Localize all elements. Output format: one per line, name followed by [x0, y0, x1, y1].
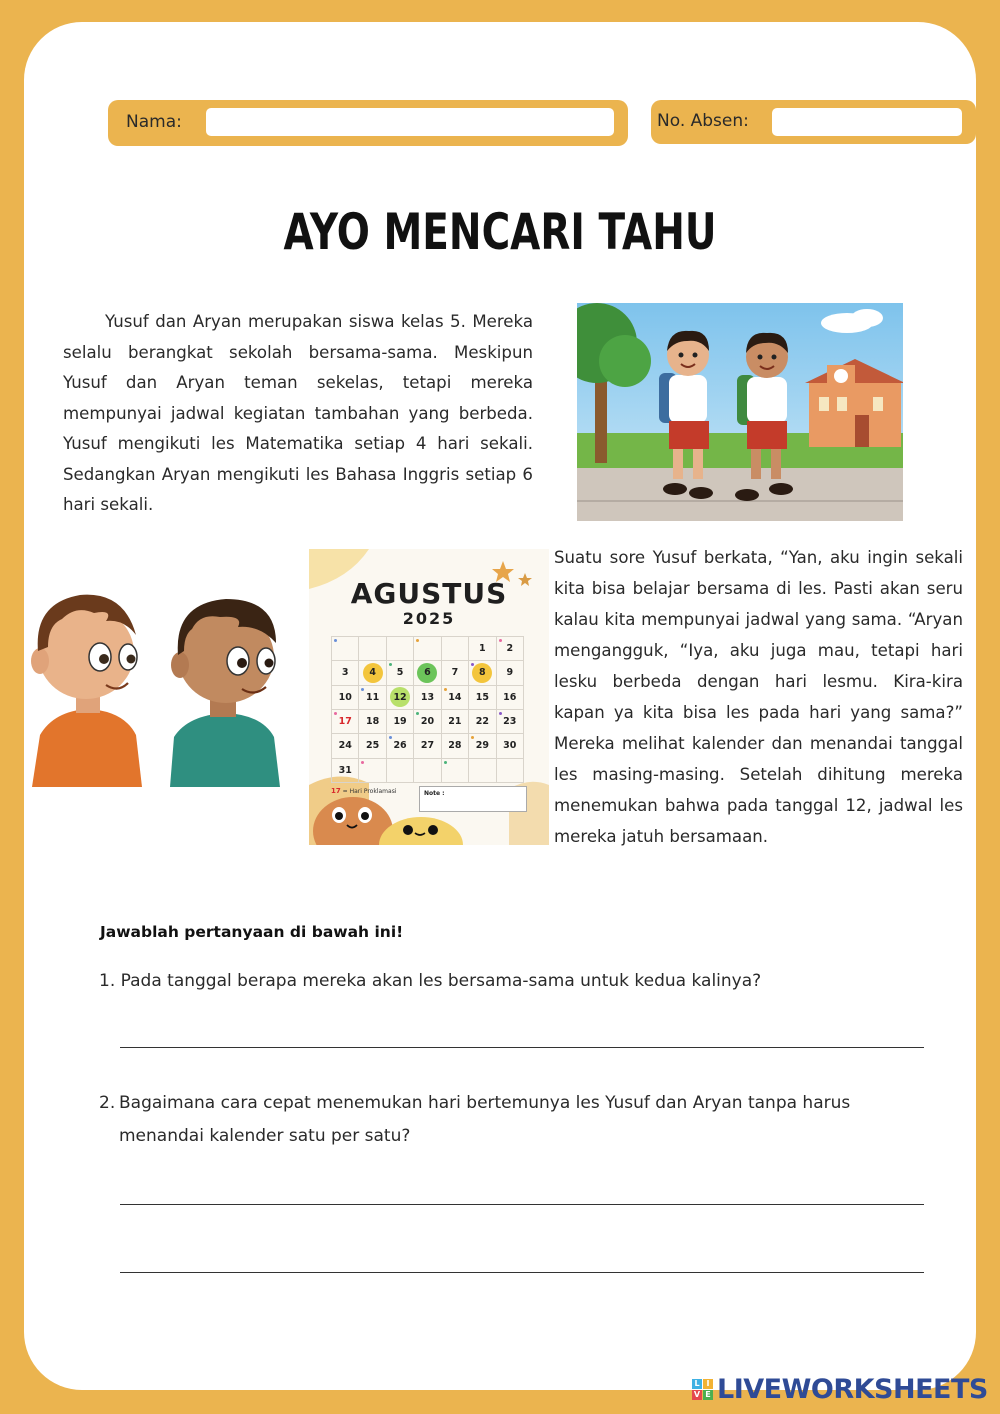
calendar-empty-cell — [359, 637, 386, 661]
calendar-day-number: 20 — [420, 716, 435, 728]
logo-letter-tile: E — [703, 1390, 713, 1400]
instructions: Jawablah pertanyaan di bawah ini! — [100, 923, 404, 941]
calendar-dot — [416, 712, 419, 715]
page-title: AYO MENCARI TAHU — [283, 203, 717, 261]
calendar-empty-cell — [387, 637, 414, 661]
calendar-day-8 — [469, 661, 496, 685]
answer-1-input[interactable] — [120, 1047, 924, 1050]
story-paragraph-2: Suatu sore Yusuf berkata, “Yan, aku ingin sekali kita bisa belajar bersama di les. Pasti akan seru kalau kita mempunyai jadwal yang sama. “Aryan mengangguk, “Iya, aku juga mau, tetapi hari lesku berbeda dengan hari lesmu. Kira-kira kapan ya kita bisa les pada hari yang sama?” Mereka melihat kalender dan menandai tanggal les masing-masing. Setelah dihitung mereka menemukan bahwa pada tanggal 12, jadwal les mereka jatuh bersamaan. — [554, 548, 963, 846]
logo-letter-tile: L — [692, 1379, 702, 1389]
calendar-day-number: 25 — [366, 740, 380, 752]
calendar-day-number: 27 — [420, 740, 435, 752]
question-2-text: Bagaimana cara cepat menemukan hari bertemunya les Yusuf dan Aryan tanpa harus menandai kalender satu per satu? — [119, 1093, 851, 1146]
calendar-day-number: 31 — [338, 764, 352, 776]
calendar-empty-cell — [414, 637, 441, 661]
calendar-dot — [389, 736, 392, 739]
calendar-day-number: 13 — [420, 691, 435, 703]
logo-letter-tile: I — [703, 1379, 713, 1389]
calendar-day-number: 2 — [506, 643, 514, 655]
calendar-day-26 — [387, 734, 414, 758]
boy-orange-shirt — [31, 595, 142, 787]
calendar-day-24 — [332, 734, 359, 758]
name-field-bar — [108, 100, 628, 146]
cute-blob-right — [379, 817, 463, 845]
absen-field-bar — [651, 100, 976, 144]
calendar-day-17 — [332, 710, 359, 734]
calendar-day-22 — [469, 710, 496, 734]
calendar-note-box — [419, 786, 527, 812]
two-boys-illustration — [24, 585, 296, 787]
calendar-day-number: 1 — [479, 643, 486, 655]
calendar-dot — [416, 639, 419, 642]
question-1 — [99, 965, 919, 998]
calendar-day-27 — [414, 734, 441, 758]
calendar-month: AGUSTUS — [350, 577, 508, 610]
calendar-dot — [361, 688, 364, 691]
calendar-day-number: 7 — [451, 667, 459, 679]
calendar-day-13 — [414, 686, 441, 710]
calendar-day-15 — [469, 686, 496, 710]
note-label: Note : — [424, 790, 445, 797]
calendar-day-5 — [387, 661, 414, 685]
calendar-day-12 — [387, 686, 414, 710]
calendar-dot — [334, 712, 337, 715]
calendar-empty-cell — [414, 759, 441, 783]
liveworksheets-brand — [692, 1374, 988, 1405]
calendar-day-30 — [497, 734, 524, 758]
calendar-empty-cell — [442, 759, 469, 783]
calendar-day-7 — [442, 661, 469, 685]
name-label: Nama: — [126, 112, 182, 132]
calendar-day-19 — [387, 710, 414, 734]
calendar-day-6 — [414, 661, 441, 685]
calendar-day-number: 12 — [393, 691, 407, 703]
question-2 — [99, 1087, 919, 1153]
answer-2-line-2-input[interactable] — [120, 1272, 924, 1275]
calendar-day-number: 18 — [366, 716, 380, 728]
calendar-empty-cell — [442, 637, 469, 661]
calendar-day-31 — [332, 759, 359, 783]
calendar-day-number: 4 — [369, 667, 376, 679]
calendar-day-number: 26 — [393, 740, 407, 752]
calendar-day-2 — [497, 637, 524, 661]
legend-number: 17 — [331, 787, 341, 795]
calendar-day-number: 21 — [448, 716, 462, 728]
calendar-day-28 — [442, 734, 469, 758]
calendar-day-number: 14 — [448, 691, 462, 703]
calendar-day-10 — [332, 686, 359, 710]
question-1-text: Pada tanggal berapa mereka akan les bersama-sama untuk kedua kalinya? — [120, 971, 762, 991]
calendar-day-number: 16 — [503, 691, 517, 703]
absen-input[interactable] — [772, 108, 962, 136]
calendar-day-number: 10 — [338, 691, 352, 703]
boy-green-shirt — [170, 599, 280, 787]
calendar-empty-cell — [469, 759, 496, 783]
calendar-day-20 — [414, 710, 441, 734]
calendar-day-11 — [359, 686, 386, 710]
calendar-day-number: 8 — [479, 667, 486, 679]
august-calendar — [309, 549, 549, 845]
boys-walking-to-school-illustration — [577, 303, 903, 521]
name-input[interactable] — [206, 108, 614, 136]
answer-2-line-1-input[interactable] — [120, 1204, 924, 1207]
calendar-day-number: 19 — [393, 716, 407, 728]
calendar-day-number: 17 — [338, 716, 352, 728]
legend-text: = Hari Proklamasi — [342, 788, 397, 795]
calendar-day-3 — [332, 661, 359, 685]
calendar-dot — [444, 761, 447, 764]
calendar-year: 2025 — [402, 609, 456, 628]
calendar-day-18 — [359, 710, 386, 734]
calendar-empty-cell — [387, 759, 414, 783]
calendar-day-9 — [497, 661, 524, 685]
calendar-empty-cell — [497, 759, 524, 783]
calendar-grid — [331, 636, 524, 783]
calendar-dot — [444, 688, 447, 691]
question-1-number: 1. — [99, 971, 116, 991]
calendar-day-4 — [359, 661, 386, 685]
calendar-legend — [331, 787, 397, 795]
calendar-day-23 — [497, 710, 524, 734]
calendar-day-number: 28 — [448, 740, 462, 752]
calendar-day-number: 29 — [475, 740, 489, 752]
calendar-day-number: 30 — [503, 740, 517, 752]
calendar-day-29 — [469, 734, 496, 758]
calendar-day-number: 9 — [506, 667, 514, 679]
calendar-dot — [334, 639, 337, 642]
calendar-dot — [471, 736, 474, 739]
calendar-day-number: 11 — [366, 691, 380, 703]
calendar-day-number: 3 — [341, 667, 349, 679]
calendar-empty-cell — [332, 637, 359, 661]
liveworksheets-logo-icon — [692, 1379, 713, 1400]
calendar-dot — [361, 761, 364, 764]
question-2-number: 2. — [99, 1093, 116, 1113]
logo-letter-tile: V — [693, 1390, 701, 1399]
calendar-day-25 — [359, 734, 386, 758]
calendar-day-16 — [497, 686, 524, 710]
calendar-day-1 — [469, 637, 496, 661]
calendar-day-number: 24 — [338, 740, 352, 752]
calendar-empty-cell — [359, 759, 386, 783]
calendar-day-number: 15 — [475, 691, 489, 703]
calendar-dot — [389, 663, 392, 666]
calendar-day-21 — [442, 710, 469, 734]
calendar-day-number: 6 — [424, 667, 431, 679]
calendar-day-number: 23 — [503, 716, 517, 728]
absen-label: No. Absen: — [657, 111, 749, 131]
brand-name: LIVEWORKSHEETS — [717, 1374, 988, 1405]
calendar-day-number: 22 — [475, 716, 489, 728]
story-paragraph-1: Yusuf dan Aryan merupakan siswa kelas 5. Mereka selalu berangkat sekolah bersama-sama. Meskipun Yusuf dan Aryan teman sekelas, tetapi mereka mempunyai jadwal kegiatan tambahan yang berbeda. Yusuf mengikuti les Matematika setiap 4 hari sekali. Sedangkan Aryan mengikuti les Bahasa Inggris setiap 6 hari sekali. — [63, 312, 533, 514]
calendar-day-14 — [442, 686, 469, 710]
calendar-dot — [499, 639, 502, 642]
calendar-day-number: 5 — [396, 667, 404, 679]
calendar-dot — [499, 712, 502, 715]
